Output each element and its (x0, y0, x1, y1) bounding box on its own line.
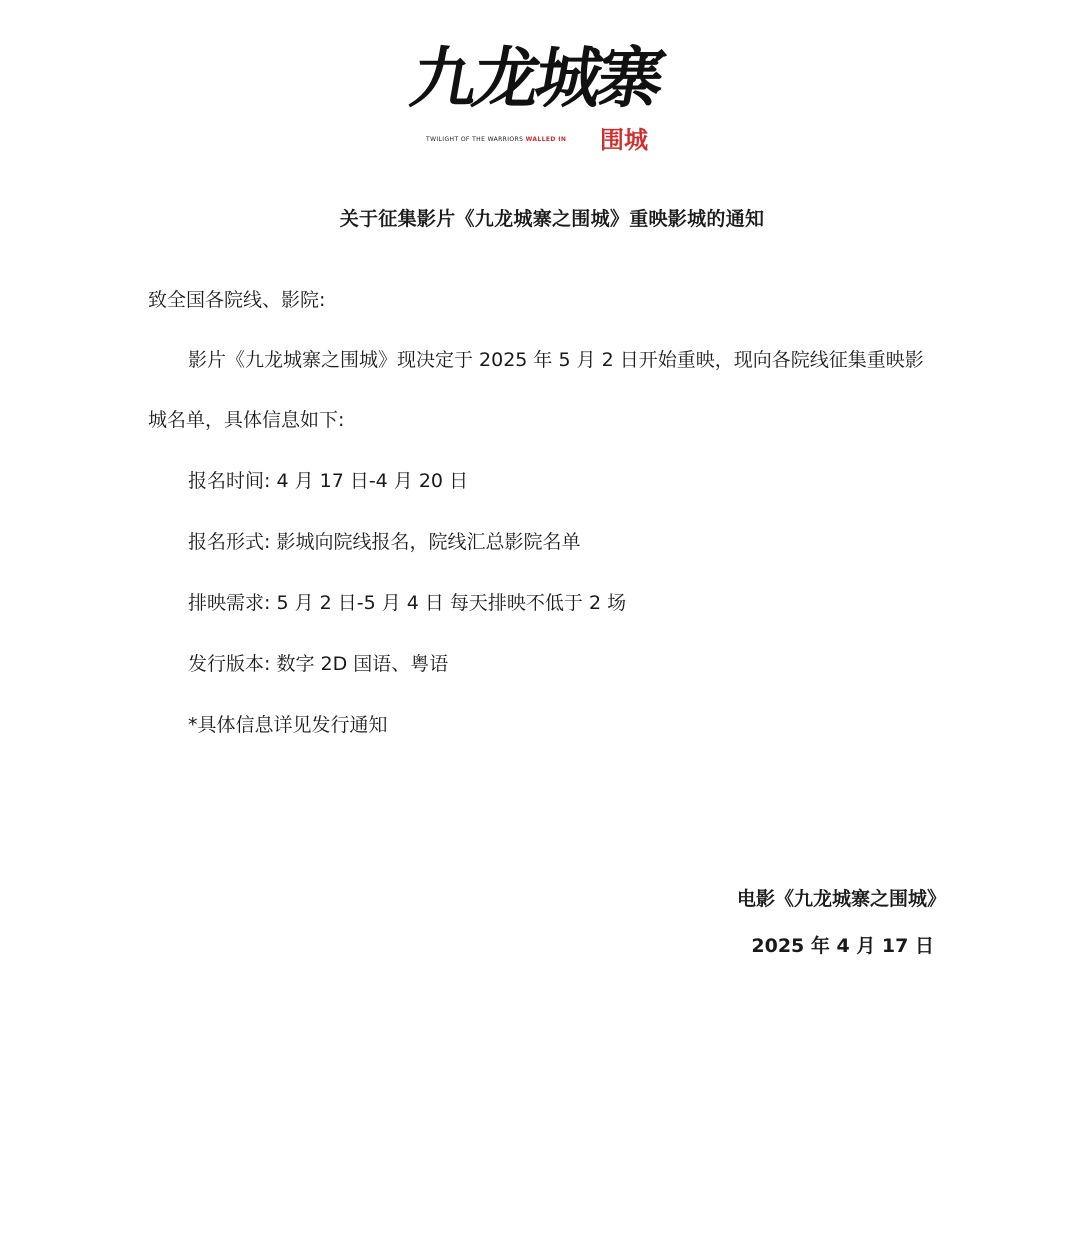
info-item-registration-format: 报名形式: 影城向院线报名，院线汇总影院名单 (188, 531, 581, 553)
logo-subtitle-en-red: WALLED IN (525, 136, 567, 143)
logo-subtitle-en-black: TWILIGHT OF THE WARRIORS (426, 136, 524, 143)
signature-date: 2025 年 4 月 17 日 (751, 935, 934, 957)
logo-subtitle-en (426, 136, 566, 143)
salutation: 致全国各院线、影院: (148, 289, 326, 311)
footnote: *具体信息详见发行通知 (188, 714, 388, 736)
notice-title: 关于征集影片《九龙城寨之围城》重映影城的通知 (339, 208, 765, 230)
info-item-release-version: 发行版本: 数字 2D 国语、粤语 (188, 653, 449, 675)
logo-title-cn: 九龙城寨 (405, 39, 667, 117)
info-item-screening-requirement: 排映需求: 5 月 2 日-5 月 4 日 每天排映不低于 2 场 (188, 592, 627, 614)
logo-subtitle-cn: 围城 (600, 126, 648, 154)
body-paragraph-line-1: 影片《九龙城寨之围城》现决定于 2025 年 5 月 2 日开始重映，现向各院线征集重映影 (188, 349, 924, 371)
film-logo (405, 28, 684, 156)
signature-organization: 电影《九龙城寨之围城》 (736, 888, 946, 910)
info-item-registration-time: 报名时间: 4 月 17 日-4 月 20 日 (188, 470, 469, 492)
body-paragraph-line-2: 城名单，具体信息如下: (148, 409, 345, 431)
